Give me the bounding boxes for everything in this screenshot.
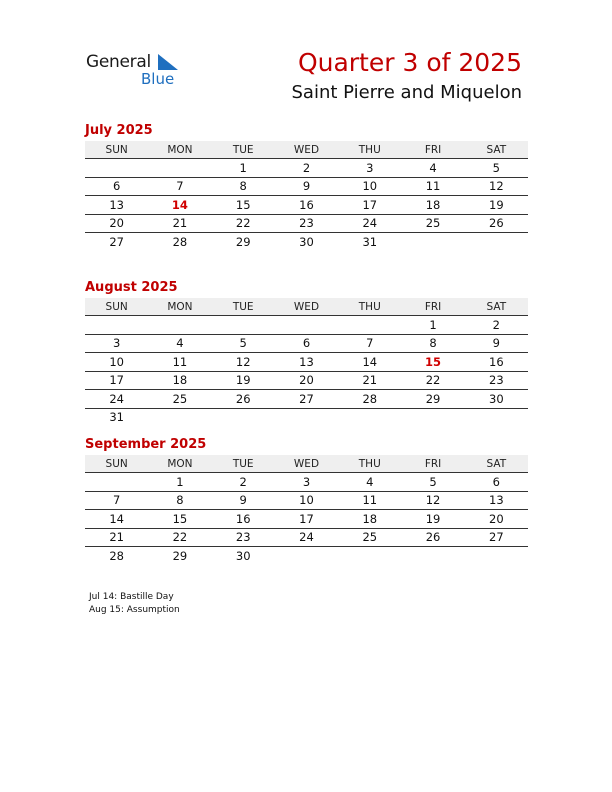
- day-cell: 16: [235, 511, 251, 526]
- day-cell: 25: [362, 530, 378, 545]
- day-cell: 15: [425, 354, 442, 369]
- day-cell: 26: [425, 530, 441, 545]
- page-title: Quarter 3 of 2025: [297, 48, 522, 77]
- weekday-header: [85, 298, 528, 316]
- day-cell: 30: [489, 391, 504, 406]
- weekday-label: THU: [358, 300, 381, 313]
- day-cell: 24: [109, 391, 124, 406]
- day-cell: 8: [176, 493, 184, 508]
- weekday-label: SUN: [105, 143, 128, 156]
- day-cell: 20: [109, 216, 124, 231]
- weekday-label: FRI: [424, 300, 442, 313]
- day-cell: 22: [425, 373, 441, 388]
- weekday-header: [85, 141, 528, 159]
- week-row: [85, 409, 528, 427]
- day-cell: 6: [302, 336, 311, 351]
- day-cell: 26: [235, 391, 251, 406]
- day-cell: 30: [235, 548, 251, 563]
- weekday-label: THU: [358, 143, 381, 156]
- day-cell: 15: [172, 511, 188, 526]
- week-row: [85, 492, 528, 511]
- day-cell: 2: [302, 160, 311, 175]
- day-cell: 7: [176, 179, 184, 194]
- day-cell: 26: [489, 216, 504, 231]
- day-cell: 30: [299, 234, 314, 249]
- day-cell: 20: [489, 511, 504, 526]
- day-cell: 8: [239, 179, 247, 194]
- day-cell: 25: [425, 216, 441, 231]
- day-cell: 21: [172, 216, 188, 231]
- day-cell: 9: [492, 336, 500, 351]
- weekday-label: MON: [167, 143, 193, 156]
- week-row: [85, 510, 528, 529]
- month-august: [85, 280, 528, 426]
- day-cell: 27: [489, 530, 504, 545]
- day-cell: 1: [429, 317, 437, 332]
- day-cell: 7: [112, 493, 121, 508]
- weekday-header: [85, 455, 528, 473]
- week-row: [85, 159, 528, 178]
- day-cell: 13: [299, 354, 314, 369]
- day-cell: 17: [299, 511, 314, 526]
- weekday-label: THU: [358, 457, 381, 470]
- month-title: July 2025: [85, 123, 153, 138]
- day-cell: 2: [239, 474, 247, 489]
- day-cell: 12: [235, 354, 251, 369]
- weekday-label: SAT: [486, 457, 507, 470]
- month-title: August 2025: [85, 280, 178, 295]
- day-cell: 31: [362, 234, 378, 249]
- week-row: [85, 196, 528, 215]
- day-cell: 5: [492, 160, 500, 175]
- day-cell: 10: [362, 179, 378, 194]
- day-cell: 19: [425, 511, 441, 526]
- day-cell: 11: [172, 354, 188, 369]
- week-row: [85, 353, 528, 372]
- day-cell: 18: [172, 373, 188, 388]
- weekday-label: SAT: [486, 143, 507, 156]
- day-cell: 10: [299, 493, 314, 508]
- day-cell: 31: [109, 410, 124, 425]
- day-cell: 12: [425, 493, 441, 508]
- day-cell: 12: [489, 179, 504, 194]
- weekday-label: TUE: [232, 300, 254, 313]
- day-cell: 7: [366, 336, 374, 351]
- weekday-label: WED: [293, 457, 320, 470]
- day-cell: 1: [176, 474, 184, 489]
- day-cell: 10: [109, 354, 124, 369]
- day-cell: 15: [235, 197, 251, 212]
- week-row: [85, 316, 528, 335]
- week-row: [85, 215, 528, 234]
- month-september: [85, 437, 528, 565]
- generalblue-logo: [86, 52, 186, 90]
- day-cell: 9: [302, 179, 311, 194]
- day-cell: 19: [489, 197, 504, 212]
- month-title: September 2025: [85, 437, 207, 452]
- weekday-label: MON: [167, 457, 193, 470]
- day-cell: 4: [429, 160, 437, 175]
- holiday-note: Jul 14: Bastille Day: [89, 592, 174, 602]
- holiday-notes: [89, 591, 180, 617]
- day-cell: 29: [172, 548, 188, 563]
- day-cell: 29: [425, 391, 441, 406]
- day-cell: 19: [235, 373, 251, 388]
- day-cell: 5: [429, 474, 437, 489]
- day-cell: 23: [299, 216, 314, 231]
- day-cell: 13: [489, 493, 504, 508]
- day-cell: 29: [235, 234, 251, 249]
- day-cell: 14: [171, 197, 188, 212]
- weekday-label: TUE: [232, 457, 254, 470]
- day-cell: 28: [362, 391, 378, 406]
- weekday-label: WED: [293, 143, 320, 156]
- day-cell: 14: [109, 511, 124, 526]
- day-cell: 8: [429, 336, 437, 351]
- day-cell: 2: [492, 317, 500, 332]
- page-subtitle: Saint Pierre and Miquelon: [291, 82, 522, 103]
- logo-word-blue: Blue: [141, 70, 175, 88]
- week-row: [85, 547, 528, 565]
- day-cell: 21: [362, 373, 378, 388]
- day-cell: 28: [109, 548, 124, 563]
- weekday-label: TUE: [232, 143, 254, 156]
- day-cell: 14: [362, 354, 378, 369]
- day-cell: 3: [302, 474, 311, 489]
- day-cell: 1: [239, 160, 247, 175]
- day-cell: 27: [299, 391, 314, 406]
- day-cell: 23: [489, 373, 504, 388]
- day-cell: 28: [172, 234, 188, 249]
- day-cell: 6: [492, 474, 500, 489]
- day-cell: 20: [299, 373, 314, 388]
- week-row: [85, 178, 528, 197]
- day-cell: 27: [109, 234, 124, 249]
- weekday-label: SUN: [105, 300, 128, 313]
- day-cell: 24: [299, 530, 314, 545]
- day-cell: 18: [425, 197, 441, 212]
- day-cell: 5: [239, 336, 247, 351]
- weekday-label: MON: [167, 300, 193, 313]
- day-cell: 6: [112, 179, 121, 194]
- weekday-label: FRI: [424, 457, 442, 470]
- day-cell: 16: [299, 197, 314, 212]
- day-cell: 4: [176, 336, 184, 351]
- holiday-note: Aug 15: Assumption: [89, 605, 180, 615]
- month-july: [85, 123, 528, 251]
- day-cell: 9: [239, 493, 247, 508]
- week-row: [85, 233, 528, 251]
- logo-triangle-icon: [156, 54, 180, 72]
- week-row: [85, 335, 528, 354]
- day-cell: 11: [362, 493, 378, 508]
- weekday-label: SUN: [105, 457, 128, 470]
- day-cell: 23: [235, 530, 251, 545]
- weekday-label: FRI: [424, 143, 442, 156]
- day-cell: 17: [362, 197, 378, 212]
- day-cell: 17: [109, 373, 124, 388]
- day-cell: 18: [362, 511, 378, 526]
- day-cell: 22: [172, 530, 188, 545]
- week-row: [85, 372, 528, 391]
- day-cell: 4: [366, 474, 374, 489]
- day-cell: 16: [489, 354, 504, 369]
- week-row: [85, 390, 528, 409]
- day-cell: 13: [109, 197, 124, 212]
- day-cell: 3: [366, 160, 374, 175]
- week-row: [85, 529, 528, 548]
- week-row: [85, 473, 528, 492]
- day-cell: 24: [362, 216, 378, 231]
- weekday-label: WED: [293, 300, 320, 313]
- day-cell: 21: [109, 530, 124, 545]
- day-cell: 25: [172, 391, 188, 406]
- day-cell: 11: [425, 179, 441, 194]
- logo-word-general: General: [86, 52, 151, 72]
- day-cell: 3: [112, 336, 121, 351]
- weekday-label: SAT: [486, 300, 507, 313]
- day-cell: 22: [235, 216, 251, 231]
